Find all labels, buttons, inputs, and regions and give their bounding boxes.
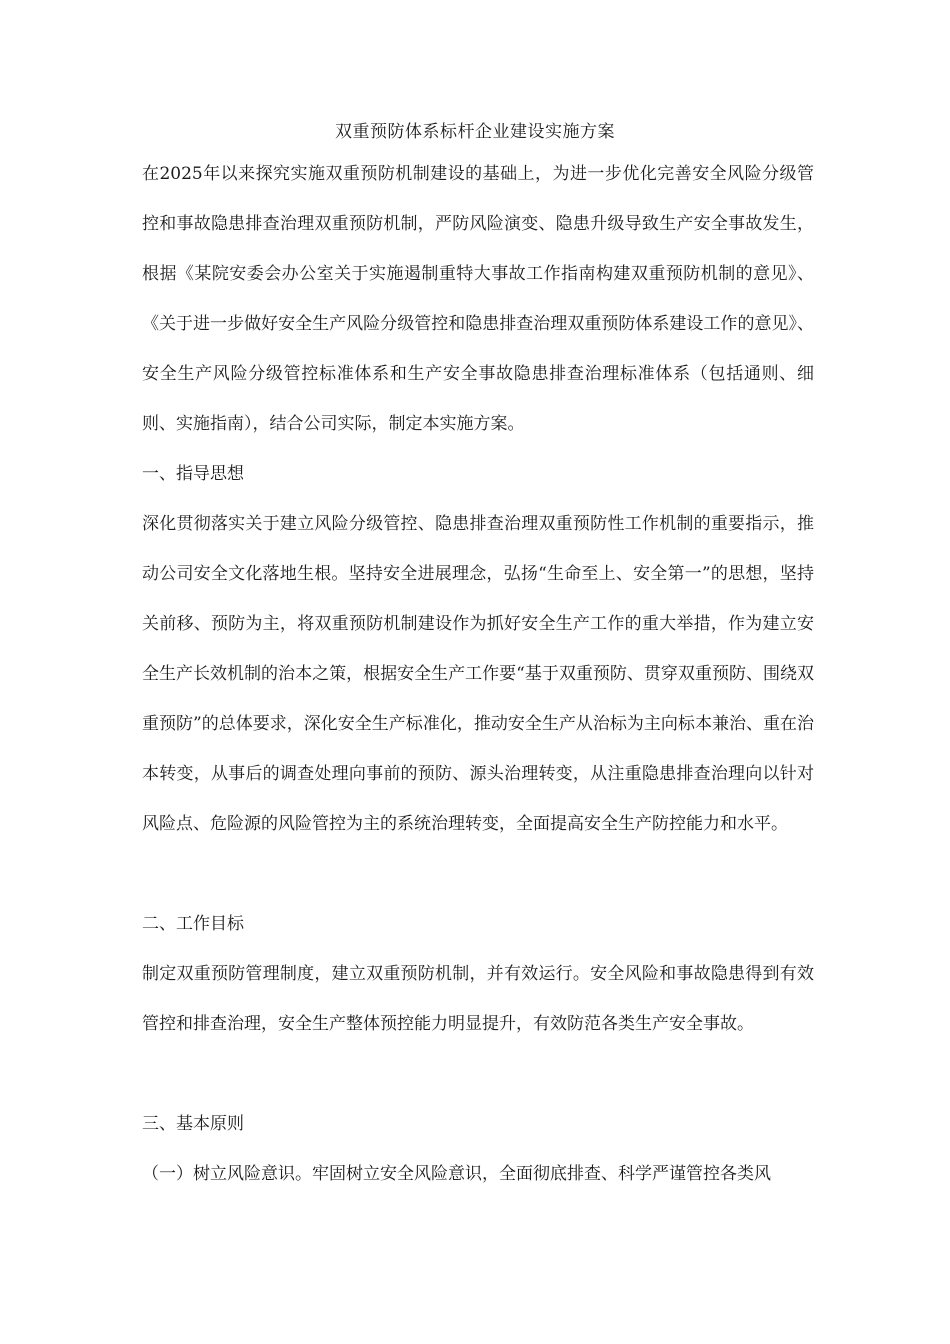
section-heading-work-goals: 二、工作目标 <box>142 914 244 934</box>
section-heading-basic-principles: 三、基本原则 <box>142 1114 244 1134</box>
basic-principles-paragraph: （一）树立风险意识。牢固树立安全风险意识，全面彻底排查、科学严谨管控各类风 <box>142 1164 771 1184</box>
document-title: 双重预防体系标杆企业建设实施方案 <box>335 122 615 142</box>
intro-paragraph: 在2025年以来探究实施双重预防机制建设的基础上，为进一步优化完善安全风险分级管控和事故隐患排查治理双重预防机制，严防风险演变、隐患升级导致生产安全事故发生，根据《某院安委会办公室关于实施遏制重特大事故工作指南构建双重预防机制的意见》、《关于进一步做好安全生产风险分级管控和隐患排查治理双重预防体系建设工作的意见》、安全生产风险分级管控标准体系和生产安全事故隐患排查治理标准体系（包括通则、细则、实施指南），结合公司实际，制定本实施方案。 <box>142 164 814 434</box>
section-heading-guiding-ideology: 一、指导思想 <box>142 464 244 484</box>
work-goals-paragraph: 制定双重预防管理制度，建立双重预防机制，并有效运行。安全风险和事故隐患得到有效管控和排查治理，安全生产整体预控能力明显提升，有效防范各类生产安全事故。 <box>142 964 814 1034</box>
guiding-ideology-paragraph: 深化贯彻落实关于建立风险分级管控、隐患排查治理双重预防性工作机制的重要指示，推动公司安全文化落地生根。坚持安全进展理念，弘扬“生命至上、安全第一”的思想，坚持关前移、预防为主，将双重预防机制建设作为抓好安全生产工作的重大举措，作为建立安全生产长效机制的治本之策，根据安全生产工作要“基于双重预防、贯穿双重预防、围绕双重预防”的总体要求，深化安全生产标准化，推动安全生产从治标为主向标本兼治、重在治本转变，从事后的调查处理向事前的预防、源头治理转变，从注重隐患排查治理向以针对风险点、危险源的风险管控为主的系统治理转变，全面提高安全生产防控能力和水平。 <box>142 514 814 834</box>
